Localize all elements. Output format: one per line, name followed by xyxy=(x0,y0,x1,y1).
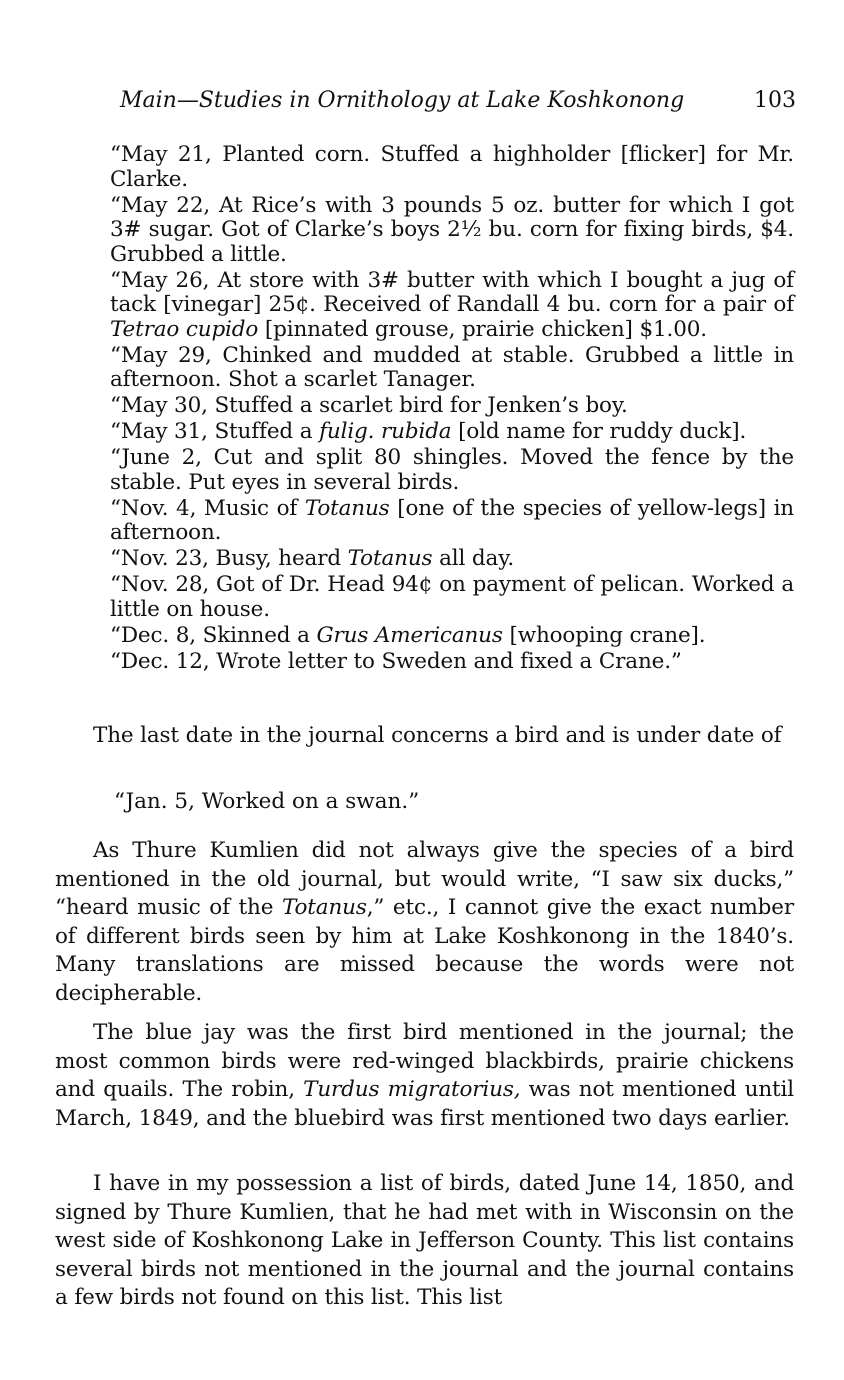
journal-entry: “May 31, Stuffed a fulig. rubida [old name for ruddy duck]. xyxy=(110,419,747,444)
paragraph-last-date: The last date in the journal concerns a bird and is under date of xyxy=(93,723,782,748)
paragraph-blue-jay: The blue jay was the first bird mentioned in the journal; the most common birds were red-winged blackbirds, prairie chickens and quails. The robin, Turdus migratorius, was not mentioned until March, 1849, and the bluebird was first mentioned two days earlier. xyxy=(55,1020,794,1131)
journal-entry: “May 22, At Rice’s with 3 pounds 5 oz. butter for which I got 3# sugar. Got of Clarke’s boys 2½ bu. corn for fixing birds, $4. Grubbed a little. xyxy=(110,192,794,267)
journal-entry: “May 21, Planted corn. Stuffed a highholder [flicker] for Mr. Clarke. xyxy=(110,142,794,192)
journal-entry: “May 29, Chinked and mudded at stable. Grubbed a little in afternoon. Shot a scarlet Tanager. xyxy=(110,342,794,392)
journal-entry: “Nov. 28, Got of Dr. Head 94¢ on payment of pelican. Worked a little on house. xyxy=(110,572,794,622)
running-head xyxy=(120,86,796,116)
journal-entry: “Dec. 12, Wrote letter to Sweden and fixed a Crane.” xyxy=(110,648,682,674)
paragraph-kumlien: As Thure Kumlien did not always give the species of a bird mentioned in the old journal, but would write, “I saw six ducks,” “heard music of the Totanus,” etc., I cannot give the exact number of different birds seen by him at Lake Koshkonong in the 1840’s. Many translations are missed because the words were not decipherable. xyxy=(55,838,794,1006)
journal-entry: “June 2, Cut and split 80 shingles. Moved the fence by the stable. Put eyes in several birds. xyxy=(110,445,794,495)
running-head-title: Main—Studies in Ornithology at Lake Koshkonong xyxy=(120,88,685,113)
journal-entry: “Nov. 4, Music of Totanus [one of the species of yellow-legs] in afternoon. xyxy=(110,495,795,545)
paragraph-bird-list: I have in my possession a list of birds, dated June 14, 1850, and signed by Thure Kumlien, that he had met with in Wisconsin on the west side of Koshkonong Lake in Jefferson County. This list contains several birds not mentioned in the journal and the journal contains a few birds not found on this list. This list xyxy=(55,1171,794,1310)
journal-entry: “Nov. 23, Busy, heard Totanus all day. xyxy=(110,546,515,571)
quote-swan: “Jan. 5, Worked on a swan.” xyxy=(114,789,420,814)
journal-entry: “May 30, Stuffed a scarlet bird for Jenken’s boy. xyxy=(110,393,628,418)
journal-entry: “May 26, At store with 3# butter with which I bought a jug of tack [vinegar] 25¢. Received of Randall 4 bu. corn for a pair of Tetrao cupido [pinnated grouse, prairie chicken] $1.00. xyxy=(110,267,794,342)
journal-entry: “Dec. 8, Skinned a Grus Americanus [whooping crane]. xyxy=(110,622,706,648)
journal-entries xyxy=(110,143,794,676)
page-number: 103 xyxy=(754,88,796,113)
